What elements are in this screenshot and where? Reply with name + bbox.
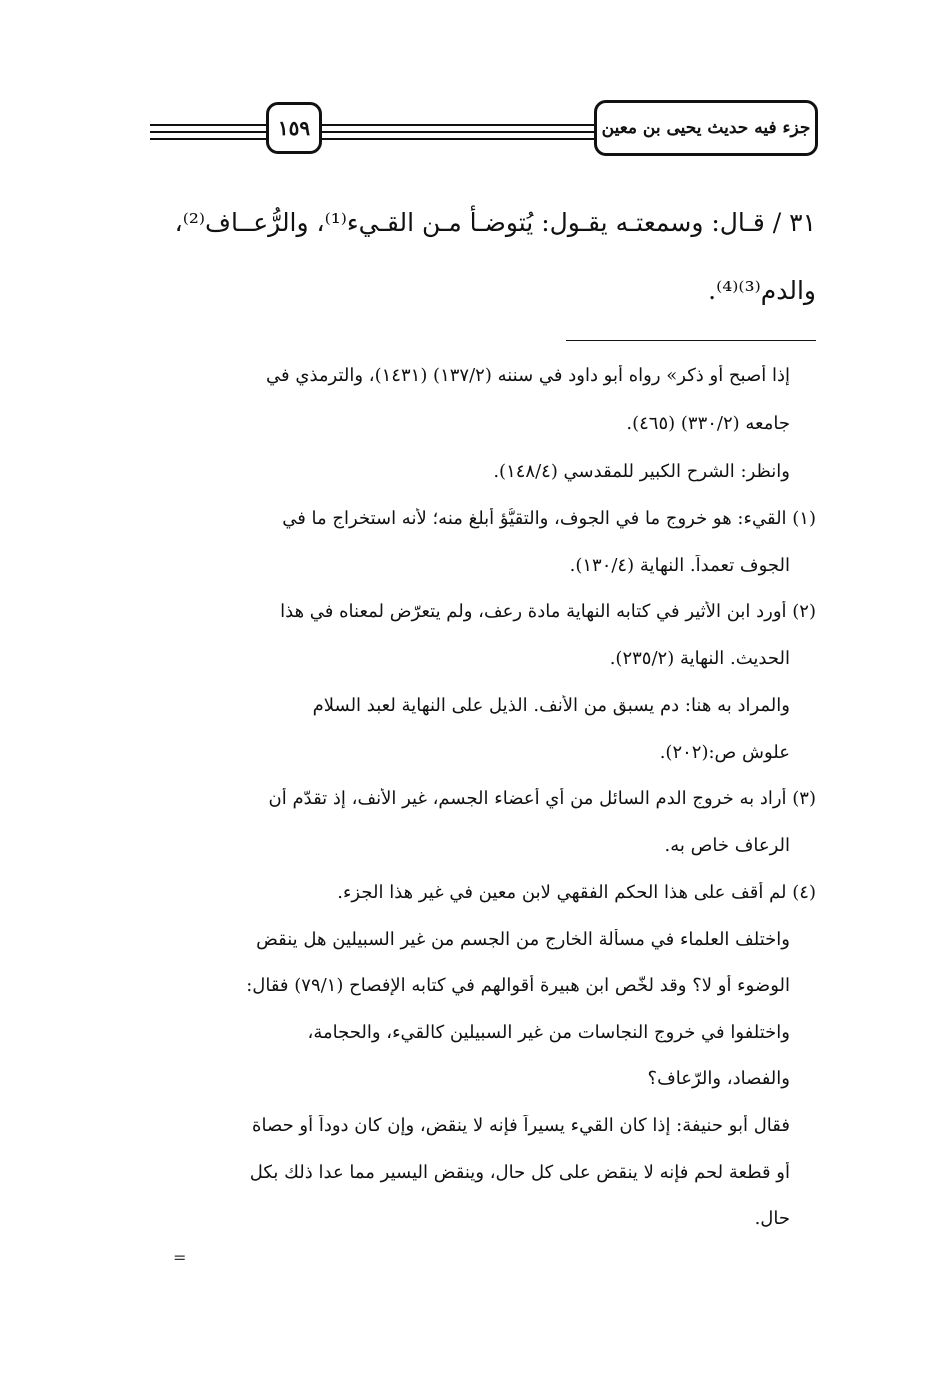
main-text-line-1: ٣١ / قـال: وسمعتـه يقـول: يُتوضـأ مـن القـيء⁽¹⁾، والرُّعــاف⁽²⁾، xyxy=(174,208,816,237)
footnote-line: علوش ص:(٢٠٢). xyxy=(659,742,790,763)
header-rule-bottom xyxy=(150,138,600,140)
footnote-line: واختلف العلماء في مسألة الخارج من الجسم من غير السبيلين هل ينقض xyxy=(256,929,790,950)
footnote-line: الوضوء أو لا؟ وقد لخّص ابن هبيرة أقوالهم في كتابه الإفصاح (٧٩/١) فقال: xyxy=(246,975,790,996)
header-rule-top xyxy=(150,124,600,126)
footnote-line: فقال أبو حنيفة: إذا كان القيء يسيراً فإنه لا ينقض، وإن كان دوداً أو حصاة xyxy=(252,1115,790,1136)
footnote-line: واختلفوا في خروج النجاسات من غير السبيلين كالقيء، والحجامة، xyxy=(307,1022,790,1043)
footnote-line: جامعه (٣٣٠/٢) (٤٦٥). xyxy=(626,413,790,434)
footnote-line: أو قطعة لحم فإنه لا ينقض على كل حال، وينقض اليسير مما عدا ذلك بكل xyxy=(249,1162,790,1183)
footnote-line: (٢) أورد ابن الأثير في كتابه النهاية مادة رعف، ولم يتعرّض لمعناه في هذا xyxy=(280,601,816,622)
page-number: ١٥٩ xyxy=(266,102,322,154)
header-rule-middle xyxy=(150,131,600,133)
footnote-line: الرعاف خاص به. xyxy=(664,835,790,856)
footnote-line: (٣) أراد به خروج الدم السائل من أي أعضاء الجسم، غير الأنف، إذ تقدّم أن xyxy=(268,788,816,809)
continuation-mark: = xyxy=(173,1248,187,1267)
footnote-line: إذا أصبح أو ذكر» رواه أبو داود في سننه (١٣٧/٢) (١٤٣١)، والترمذي في xyxy=(266,365,790,386)
footnote-line: والفصاد، والرّعاف؟ xyxy=(647,1068,790,1089)
footnote-separator xyxy=(566,340,816,341)
footnote-line: (١) القيء: هو خروج ما في الجوف، والتقيُّؤ أبلغ منه؛ لأنه استخراج ما في xyxy=(282,508,816,529)
footnote-line: والمراد به هنا: دم يسبق من الأنف. الذيل على النهاية لعبد السلام xyxy=(312,695,790,716)
running-title: جزء فيه حديث يحيى بن معين xyxy=(594,100,818,156)
main-text-line-2: والدم⁽³⁾⁽⁴⁾. xyxy=(708,276,816,305)
footnote-line: الحديث. النهاية (٢٣٥/٢). xyxy=(609,648,790,669)
footnote-line: (٤) لم أقف على هذا الحكم الفقهي لابن معين في غير هذا الجزء. xyxy=(337,882,816,903)
footnote-line: وانظر: الشرح الكبير للمقدسي (١٤٨/٤). xyxy=(493,461,790,482)
footnote-line: حال. xyxy=(754,1208,790,1229)
footnote-line: الجوف تعمداً. النهاية (١٣٠/٤). xyxy=(569,555,790,576)
